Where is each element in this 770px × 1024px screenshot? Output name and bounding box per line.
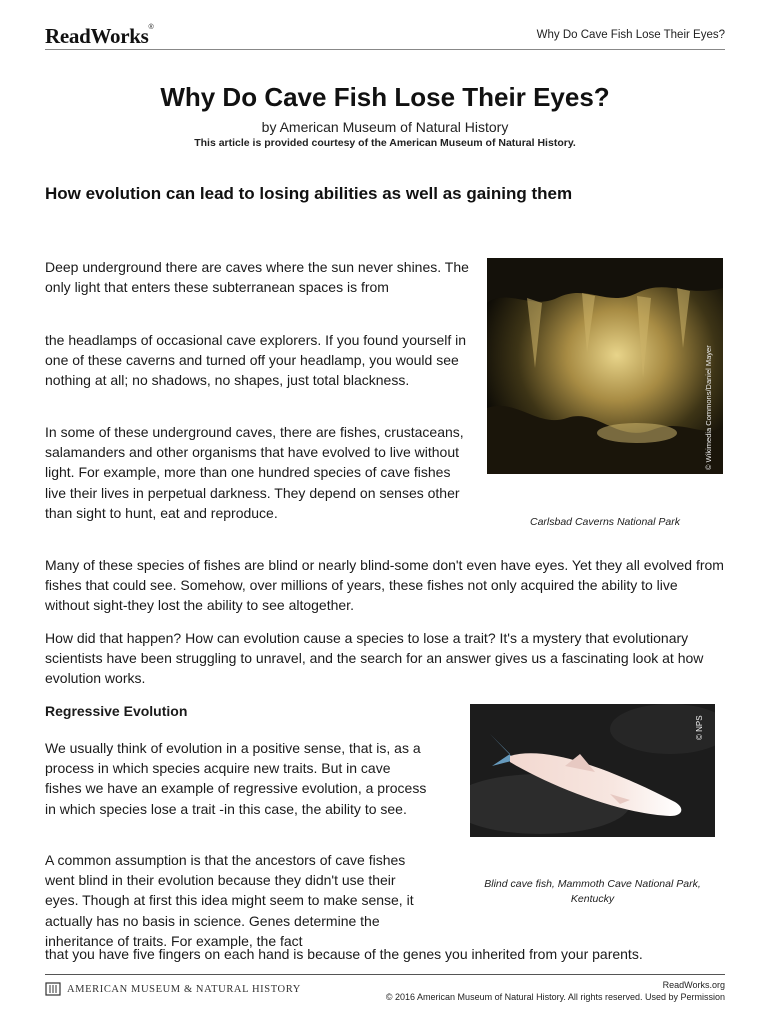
footer-copyright: © 2016 American Museum of Natural History. All rights reserved. Used by Permission [385,992,725,1002]
amnh-emblem-icon [45,982,61,996]
paragraph: that you have five fingers on each hand is because of the genes you inherited from your parents. [45,946,643,962]
paragraph: In some of these underground caves, there are fishes, crustaceans, salamanders and other organisms that have evolved to live without light. For example, more than one hundred species of cave fishes live their lives in perpetual darkness. They depend on senses other than sight to hunt, eat and reproduce. [45,424,464,521]
cave-fish-photo [470,704,715,837]
header-article-title: Why Do Cave Fish Lose Their Eyes? [536,29,725,41]
footer-divider [45,974,725,975]
paragraph: Deep underground there are caves where the sun never shines. The only light that enters these subterranean spaces is from [45,259,469,296]
paragraph: How did that happen? How can evolution cause a species to lose a trait? It's a mystery that evolutionary scientists have been struggling to unravel, and the search for an answer gives us a fascinating look at how evolution works. [45,630,704,687]
photo-credit: © Wikimedia Commons/Daniel Mayer [704,345,713,470]
logo-text: ReadWorks [45,24,149,48]
photo-caption: Blind cave fish, Mammoth Cave National Park, Kentucky [484,878,701,905]
paragraph: We usually think of evolution in a positive sense, that is, as a process in which species acquire new traits. But in cave fishes we have an example of regressive evolution, a process in which species lose a trait -in this case, the ability to see. [45,740,427,817]
paragraph: A common assumption is that the ancestors of cave fishes went blind in their evolution because they didn't use their eyes. Though at first this idea might seem to make sense, it actually has no basis in science. Genes determine the inheritance of traits. For example, the fact [45,852,414,949]
article-byline: by American Museum of Natural History [261,119,509,135]
courtesy-note: This article is provided courtesy of the American Museum of Natural History. [194,137,576,149]
amnh-logo-text: AMERICAN MUSEUM & NATURAL HISTORY [67,983,301,995]
carlsbad-caverns-photo [487,258,723,474]
article-subheading: How evolution can lead to losing abilities as well as gaining them [45,184,573,203]
section-heading: Regressive Evolution [45,703,188,719]
paragraph: the headlamps of occasional cave explorers. If you found yourself in one of these caverns and turned off your headlamp, you would see nothing at all; no shadows, no shapes, just total blackness. [45,332,467,389]
paragraph: Many of these species of fishes are blind or nearly blind-some don't even have eyes. Yet they all evolved from fishes that could see. Somehow, over millions of years, these fishes not only acquired the ability to live without sight-they lost the ability to see altogether. [45,557,724,614]
registered-mark: ® [148,24,154,31]
header-divider [45,49,725,50]
amnh-logo [45,982,301,996]
article-title: Why Do Cave Fish Lose Their Eyes? [160,82,610,112]
readworks-logo[interactable] [45,24,153,49]
photo-credit: © NPS [695,715,704,740]
photo-caption: Carlsbad Caverns National Park [530,516,680,528]
footer-site[interactable]: ReadWorks.org [662,980,725,990]
